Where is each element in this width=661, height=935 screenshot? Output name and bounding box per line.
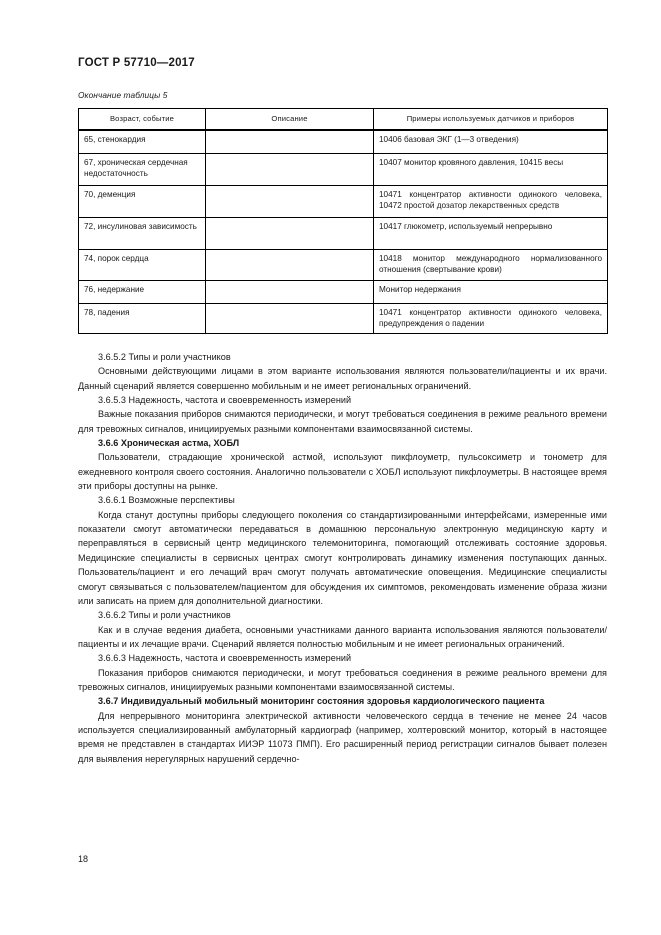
table-cell-event: 76, недержание [79,280,206,303]
table-cell-event: 78, падения [79,303,206,334]
table-cell-devices: 10406 базовая ЭКГ (1—3 отведения) [374,130,608,154]
section-heading-3-6-6-2: 3.6.6.2 Типы и роли участников [98,610,231,621]
page-number: 18 [78,854,89,864]
table-row [79,303,608,334]
table-cell-devices: 10471 концентратор активности одинокого человека, предупреждения о падении [374,303,608,334]
section-body-3-6-6-3: Показания приборов снимаются периодически, и могут требоваться соединения в режиме реального времени для тревожных сигналов, инициируемых разными компонентами взаимосвязанной системы. [78,667,607,692]
document-header-standard-number: ГОСТ Р 57710—2017 [78,57,195,69]
table-cell-event: 67, хроническая сердечная недостаточность [79,154,206,186]
body-text-block [78,350,607,766]
section-heading-3-6-6-3: 3.6.6.3 Надежность, частота и своевременность измерений [98,653,352,664]
section-heading-3-6-6: 3.6.6 Хроническая астма, ХОБЛ [98,438,240,449]
section-heading-3-6-6-1: 3.6.6.1 Возможные перспективы [98,495,235,506]
table-cell-event: 65, стенокардия [79,130,206,154]
table-cell-devices: Монитор недержания [374,280,608,303]
table-header-cell-description: Описание [206,109,374,131]
table-cell-devices: 10471 концентратор активности одинокого человека, 10472 простой дозатор лекарственных средств [374,186,608,218]
section-heading-3-6-7: 3.6.7 Индивидуальный мобильный мониторинг состояния здоровья кардиологического пациента [98,696,545,707]
section-body-3-6-5-2: Основными действующими лицами в этом варианте использования являются пользователи/пациенты и их врачи. Данный сценарий является совершенно мобильным и не имеет региональных ограничений. [78,366,607,391]
table-caption: Окончание таблицы 5 [78,90,168,100]
table-header-cell-devices: Примеры используемых датчиков и приборов [374,109,608,131]
section-heading-3-6-5-2: 3.6.5.2 Типы и роли участников [98,352,231,362]
section-body-3-6-7: Для непрерывного мониторинга электрической активности человеческого сердца в течение не менее 24 часов используется специализированный амбулаторный кардиограф (например, холтеровский монитор, который в настоящее время не представлен в стандартах ИИЭР 11073 ПМП). Его расширенный период регистрации сигналов бывает полезен для выявления нерегулярных нарушений сердечно- [78,710,607,764]
use-case-table [78,108,608,334]
table-container [78,108,607,334]
section-body-3-6-6-1: Когда станут доступны приборы следующего поколения со стандартизированными интерфейсами, измеренные ими показатели смогут автоматически передаваться в домашнюю персональную электронную медицинскую карту и переправляться в сервисный центр медицинского телемониторинга, помогающий отслеживать состояние здоровья. Медицинские специалисты в сервисных центрах смогут контролировать динамику изменения поступающих данных. Пользователь/пациент и его лечащий врач смогут получать автоматические оповещения. Медицинские специалисты смогут связываться с пользователем/пациентом для обсуждения их симптомов, рекомендовать изменение образа жизни или записать на прием для дополнительной диагностики. [78,509,607,606]
table-row [79,250,608,281]
table-cell-event: 74, порок сердца [79,250,206,281]
section-body-3-6-6: Пользователи, страдающие хронической астмой, используют пикфлоуметр, пульсоксиметр и тонометр для ежедневного контроля своего состояния. Аналогично пользователи с ХОБЛ используют пикфлоуметры. В настоящее время эти приборы доступны на рынке. [78,452,607,492]
section-body-3-6-6-2: Как и в случае ведения диабета, основными участниками данного варианта использования являются пользователи/пациенты и их лечащие врачи. Сценарий является полностью мобильным и не имеет региональных ограничений. [78,624,607,649]
table-header-row [79,109,608,131]
table-row [79,154,608,186]
table-cell-description [206,250,374,281]
table-header-cell-event: Возраст, событие [79,109,206,131]
table-cell-devices: 10417 глюкометр, используемый непрерывно [374,218,608,250]
section-body-3-6-5-3: Важные показания приборов снимаются периодически, и могут требоваться соединения в режиме реального времени для тревожных сигналов, инициируемых разными компонентами взаимосвязанной системы. [78,409,607,434]
section-heading-3-6-5-3: 3.6.5.3 Надежность, частота и своевременность измерений [98,395,352,406]
table-cell-event: 72, инсулиновая зависимость [79,218,206,250]
table-row [79,218,608,250]
table-cell-description [206,154,374,186]
table-cell-description [206,280,374,303]
table-cell-description [206,218,374,250]
table-row [79,130,608,154]
table-row [79,186,608,218]
table-cell-devices: 10418 монитор международного нормализованного отношения (свертывание крови) [374,250,608,281]
table-row [79,280,608,303]
table-cell-description [206,130,374,154]
table-cell-event: 70, деменция [79,186,206,218]
table-cell-devices: 10407 монитор кровяного давления, 10415 весы [374,154,608,186]
table-cell-description [206,303,374,334]
table-cell-description [206,186,374,218]
